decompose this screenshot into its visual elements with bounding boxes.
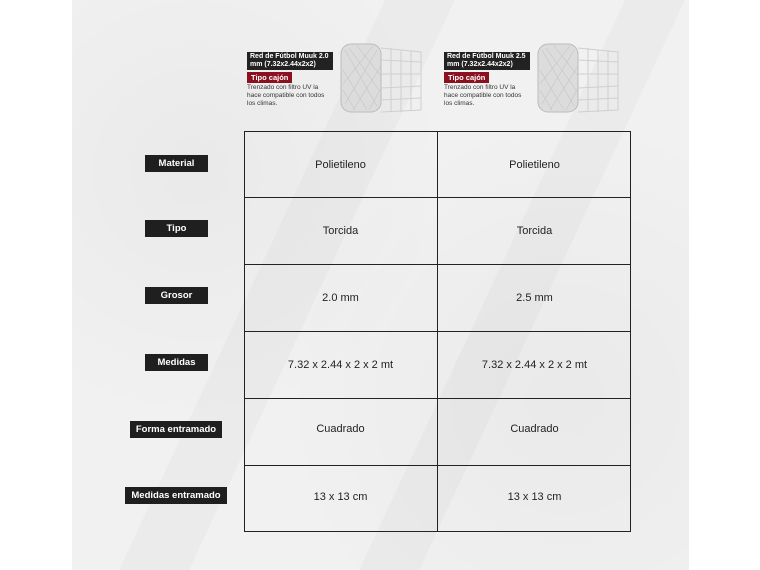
product-tag: Tipo cajón xyxy=(247,72,292,83)
row-label-medidas-entramado: Medidas entramado xyxy=(125,487,227,504)
product-title: Red de Fútbol Muuk 2.5 mm (7.32x2.44x2x2) xyxy=(444,52,530,70)
table-cell: Torcida xyxy=(322,225,359,237)
table-cell: Cuadrado xyxy=(510,423,559,435)
table-cell: 2.0 mm xyxy=(322,292,359,304)
product-header-1 xyxy=(247,40,437,116)
product-header-2 xyxy=(444,40,634,116)
table-cell: 7.32 x 2.44 x 2 x 2 mt xyxy=(287,359,394,371)
product-description: Trenzado con filtro UV la hace compatible con todos los climas. xyxy=(444,84,522,107)
table-cell: 13 x 13 cm xyxy=(507,491,562,503)
product-description: Trenzado con filtro UV la hace compatible con todos los climas. xyxy=(247,84,325,107)
row-label-tipo: Tipo xyxy=(145,220,208,237)
table-cell: 2.5 mm xyxy=(516,292,553,304)
row-label-medidas: Medidas xyxy=(145,354,208,371)
row-label-forma-entramado: Forma entramado xyxy=(130,421,222,438)
table-cell: 7.32 x 2.44 x 2 x 2 mt xyxy=(481,359,588,371)
table-cell: Torcida xyxy=(516,225,553,237)
table-cell: Cuadrado xyxy=(316,423,365,435)
soccer-net-image xyxy=(534,40,622,116)
row-label-material: Material xyxy=(145,155,208,172)
table-cell: Polietileno xyxy=(315,158,366,171)
row-label-grosor: Grosor xyxy=(145,287,208,304)
table-cell: Polietileno xyxy=(509,158,560,171)
table-cell: 13 x 13 cm xyxy=(313,491,368,503)
soccer-net-image xyxy=(337,40,425,116)
product-tag: Tipo cajón xyxy=(444,72,489,83)
product-title: Red de Fútbol Muuk 2.0 mm (7.32x2.44x2x2) xyxy=(247,52,333,70)
